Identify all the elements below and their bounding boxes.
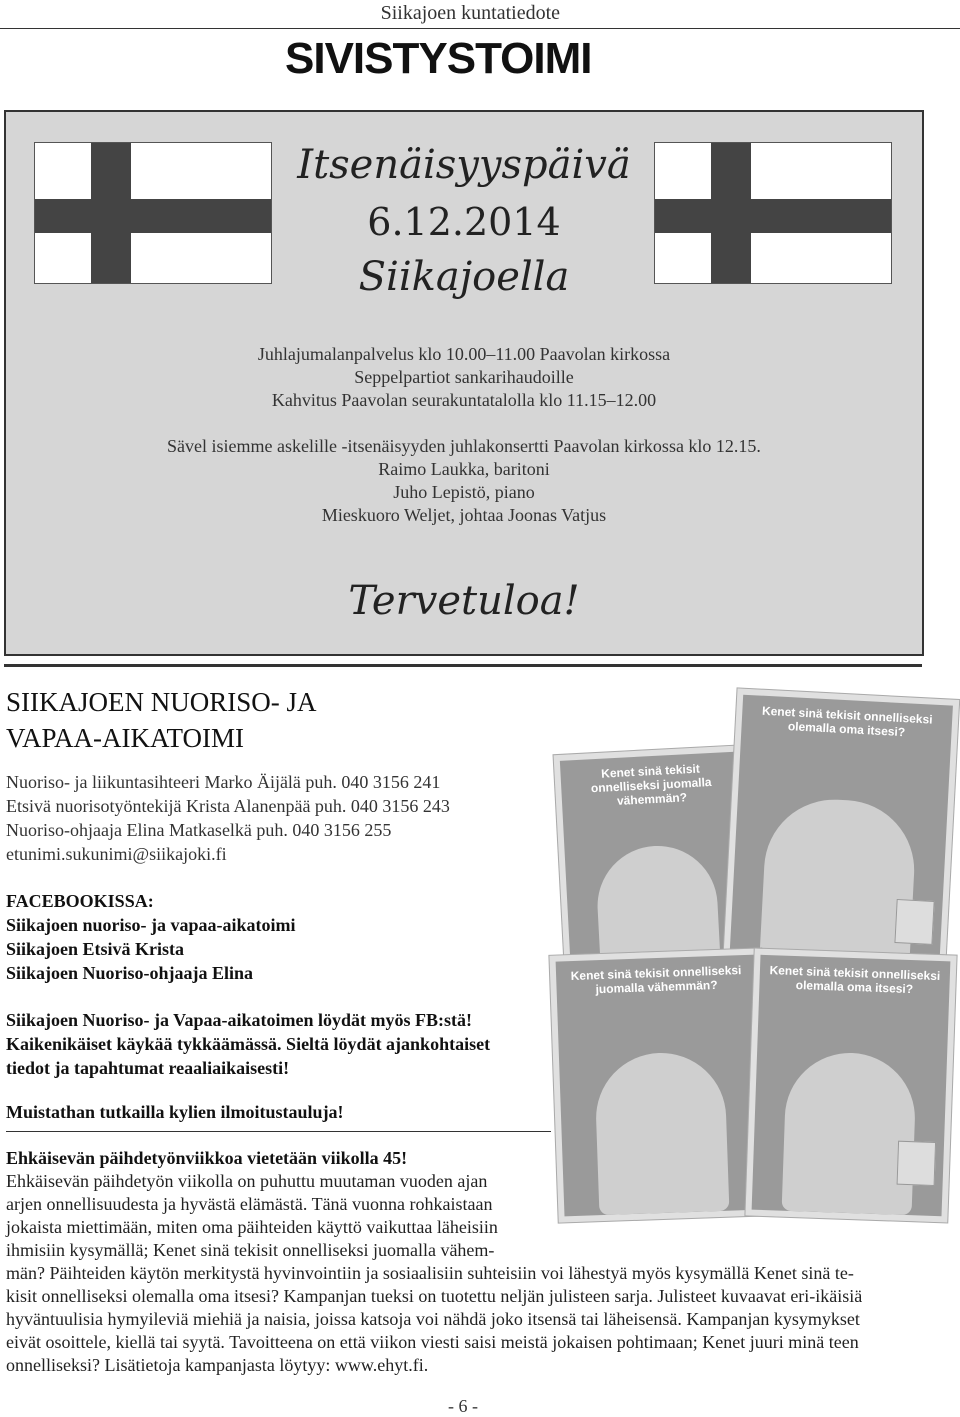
poster-tag <box>897 1141 937 1186</box>
article-line: ihmisiin kysymällä; Kenet sinä tekisit onnelliseksi juomalla vähem- <box>6 1240 495 1260</box>
contact-line: Etsivä nuorisotyöntekijä Krista Alanenpää puh. 040 3156 243 <box>6 796 450 816</box>
nuoriso-title-line: SIIKAJOEN NUORISO- JA <box>6 687 317 717</box>
article-line: arjen onnellisuudesta ja hyvästä elämästä. Tänä vuonna rohkaistaan <box>6 1194 493 1214</box>
facebook-heading: FACEBOOKISSA: <box>6 891 154 911</box>
poster-question: Kenet sinä tekisit onnelliseksi olemalla oma itsesi? <box>769 963 941 997</box>
event-line: Juhlajumalanpalvelus klo 10.00–11.00 Paavolan kirkossa <box>257 344 671 364</box>
facebook-page: Siikajoen nuoriso- ja vapaa-aikatoimi <box>6 915 296 935</box>
contact-line: Nuoriso-ohjaaja Elina Matkaselkä puh. 040 3156 255 <box>6 820 392 840</box>
concert-line: Sävel isiemme askelille -itsenäisyyden juhlakonsertti Paavolan kirkossa klo 12.15. <box>167 436 761 456</box>
poster-question: Kenet sinä tekisit onnelliseksi olemalla oma itsesi? <box>761 703 933 740</box>
fb-note-line: Siikajoen Nuoriso- ja Vapaa-aikatoimen löydät myös FB:stä! <box>6 1010 473 1030</box>
article-line: onnelliseksi? Lisätietoja kampanjasta löytyy: www.ehyt.fi. <box>6 1355 429 1375</box>
article-line: kisit onnelliseksi olemalla oma itsesi? Kampanjan tueksi on tuotettu neljän julisteen sarja. Julisteet kuvaavat eri-ikäisiä <box>6 1286 863 1306</box>
event-script-title: Itsenäisyyspäivä <box>297 142 631 188</box>
campaign-posters <box>540 690 950 1225</box>
facebook-page: Siikajoen Etsivä Krista <box>6 939 185 959</box>
event-date: 6.12.2014 <box>367 200 561 244</box>
fb-note-line: Kaikenikäiset käykää tykkäämässä. Sieltä löydät ajankohtaiset <box>6 1034 491 1054</box>
welcome-text: Tervetuloa! <box>348 578 580 624</box>
email-pattern: etunimi.sukunimi@siikajoki.fi <box>6 844 227 864</box>
page-number: - 6 - <box>448 1396 478 1416</box>
poster-young-man <box>745 949 956 1223</box>
article-line: män? Päihteiden käytön merkitystä hyvinvointiin ja sosiaalisiin suhteisiin voi lähestyä myös kysymällä Kenet sinä te- <box>6 1263 854 1283</box>
contact-line: Nuoriso- ja liikuntasihteeri Marko Äijälä puh. 040 3156 241 <box>6 772 441 792</box>
finnish-flag-left <box>34 142 272 284</box>
poster-question: Kenet sinä tekisit onnelliseksi juomalla vähemmän? <box>590 761 712 808</box>
finnish-flag-right <box>654 142 892 284</box>
nuoriso-title <box>6 684 317 756</box>
independence-day-box <box>4 110 924 656</box>
article-heading: Ehkäisevän päihdetyönviikkoa vietetään viikolla 45! <box>6 1148 408 1168</box>
event-line: Kahvitus Paavolan seurakuntatalolla klo 11.15–12.00 <box>271 390 657 410</box>
article-line: Ehkäisevän päihdetyön viikolla on puhuttu muutaman vuoden ajan <box>6 1171 488 1191</box>
event-place: Siikajoella <box>358 254 570 300</box>
event-line: Seppelpartiot sankarihaudoille <box>354 367 574 387</box>
poster-man-glasses <box>549 948 770 1222</box>
article-line: eivät osoittele, kiellä tai syytä. Tavoitteena on että viikon viesti saisi meistä jokaisen pohtimaan; Kenet juuri minä teen <box>6 1332 859 1352</box>
nuoriso-title-line: VAPAA-AIKATOIMI <box>6 723 245 753</box>
article-rule <box>6 1131 551 1132</box>
concert-line: Raimo Laukka, baritoni <box>378 459 550 479</box>
article-line: jokaista miettimään, miten oma päihteiden käyttö vaikuttaa läheisiin <box>6 1217 498 1237</box>
section-divider <box>4 664 922 667</box>
section-title: SIVISTYSTOIMI <box>285 34 592 83</box>
poster-tag <box>894 899 934 945</box>
facebook-page: Siikajoen Nuoriso-ohjaaja Elina <box>6 963 254 983</box>
poster-question: Kenet sinä tekisit onnelliseksi juomalla vähemmän? <box>570 963 742 997</box>
header-rule <box>0 28 960 29</box>
fb-note-line: tiedot ja tapahtumat reaaliaikaisesti! <box>6 1058 290 1078</box>
publication-title: Siikajoen kuntatiedote <box>380 2 560 24</box>
face-image <box>759 796 918 974</box>
concert-line: Mieskuoro Weljet, johtaa Joonas Vatjus <box>321 505 607 525</box>
face-image <box>782 1051 918 1215</box>
article-line: hyväntuulisia hymyileviä miehiä ja naisia, joissa katsoja voi nähdä joko itsensä tai läheisensä. Kampanjan kysymykset <box>6 1309 860 1329</box>
reminder-text: Muistathan tutkailla kylien ilmoitustauluja! <box>6 1102 344 1122</box>
face-image <box>594 1051 730 1215</box>
poster-older-woman <box>723 688 959 981</box>
concert-line: Juho Lepistö, piano <box>393 482 535 502</box>
